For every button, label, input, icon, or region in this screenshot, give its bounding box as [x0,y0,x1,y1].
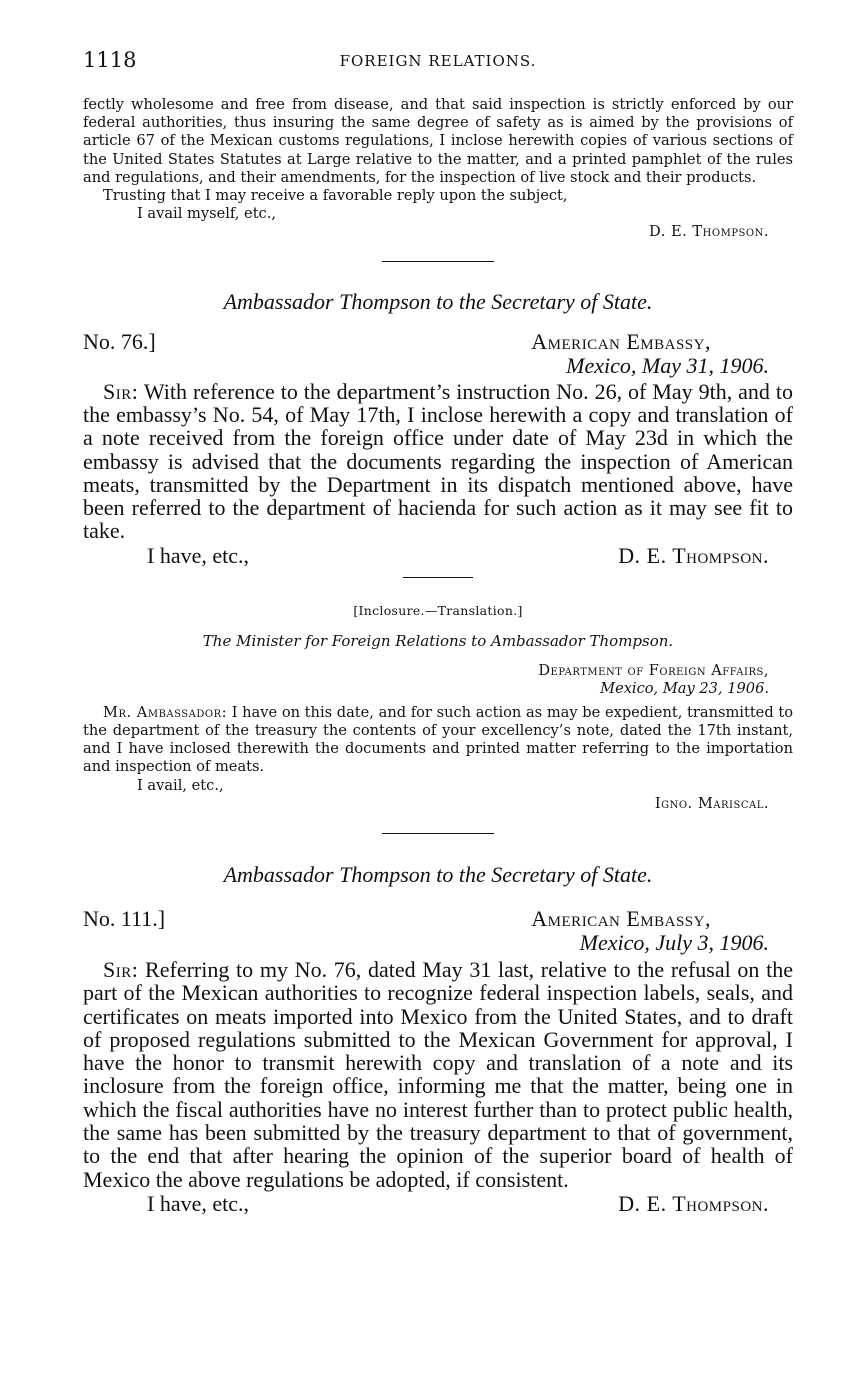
letter2-date: Mexico, July 3, 1906. [579,929,769,955]
letter2-closing: I have, etc., [147,1190,249,1216]
intro-signature: D. E. Thompson. [649,223,769,241]
letter2-signature: D. E. Thompson. [618,1190,769,1216]
section-divider [403,577,473,578]
inclosure-closing: I avail, etc., [137,776,224,794]
letter2-place: American Embassy, [531,905,711,931]
inclosure-heading: The Minister for Foreign Relations to Ambassador Thompson. [202,631,674,650]
letter2-dateline [83,906,793,954]
section-divider [382,261,494,262]
section-divider [382,833,494,834]
letter1-body-text: With reference to the department’s instruction No. 26, of May 9th, and to the embassy’s No. 54, of May 17th, I inclose herewith a copy and translation of a note received from the foreign office under date of May 23d in which the embassy is advised that the documents regarding the inspection of American meats, transmitted by the Department in its dispatch mentioned above, have been referred to the department of hacienda for such action as it may see fit to take. [83,378,793,544]
letter2-body-text: Referring to my No. 76, dated May 31 last, relative to the refusal on the part of the Mexican authorities to recognize federal inspection labels, seals, and certificates on meats imported into Mexico from the United States, and to draft of proposed regulations submitted to the Mexican Government for approval, I have the honor to transmit herewith copy and translation of a note and its inclosure from the foreign office, informing me that the matter, being one in which the fiscal authorities have no interest further than to protect public health, the same has been submitted by the treasury department to that of government, to the end that after hearing the opinion of the superior board of health of Mexico the above regulations be adopted, if consistent. [83,956,793,1192]
intro-section [83,96,793,242]
intro-paragraph: fectly wholesome and free from disease, and that said inspection is strictly enforced by our federal authorities, thus insuring the same degree of safety as is aimed by the provisions of article 67 of the Mexican customs regulations, I inclose herewith copies of various sections of the United States Statutes at Large relative to the matter, and a printed pamphlet of the rules and regulations, and their amendments, for the inspection of live stock and their products. [83,96,793,186]
inclosure-body-text: I have on this date, and for such action as may be expedient, transmitted to the department of the treasury the contents of your excellency’s note, dated the 17th instant, and I have inclosed therewith the documents and printed matter referring to the importation and inspection of meats. [83,703,793,776]
letter1-number: No. 76.] [83,328,156,354]
letter1-date: Mexico, May 31, 1906. [566,352,769,378]
document-page [83,40,793,1217]
letter1-body-block [83,380,793,543]
running-head: FOREIGN RELATIONS. [339,52,537,70]
letter1-closing-row [83,543,793,569]
intro-avail: I avail myself, etc., [137,205,277,223]
letter2-body [83,958,793,1191]
letter1-signature: D. E. Thompson. [618,542,769,568]
inclosure-date: Mexico, May 23, 1906. [600,679,769,697]
letter1-dateline [83,329,793,377]
inclosure-signature: Igno. Mariscal. [654,794,769,812]
letter2-closing-row [83,1191,793,1217]
letter2-salutation: Sir: [103,956,139,982]
page-header [83,40,793,76]
letter2-body-block [83,958,793,1191]
inclosure-note: [Inclosure.—Translation.] [353,602,523,618]
inclosure-salutation: Mr. Ambassador: [103,703,228,721]
page-number: 1118 [83,48,137,72]
letter1-closing: I have, etc., [147,542,249,568]
inclosure-body [83,704,793,777]
inclosure-dateline [83,662,793,698]
letter1-body [83,380,793,543]
intro-trusting: Trusting that I may receive a favorable reply upon the subject, [103,187,568,205]
inclosure-body-block [83,704,793,813]
letter2-number: No. 111.] [83,905,166,931]
letter2-heading: Ambassador Thompson to the Secretary of State. [223,861,653,887]
letter1-salutation: Sir: [103,378,139,404]
inclosure-department: Department of Foreign Affairs, [538,661,769,679]
letter1-heading: Ambassador Thompson to the Secretary of State. [223,288,653,314]
letter1-place: American Embassy, [531,328,711,354]
